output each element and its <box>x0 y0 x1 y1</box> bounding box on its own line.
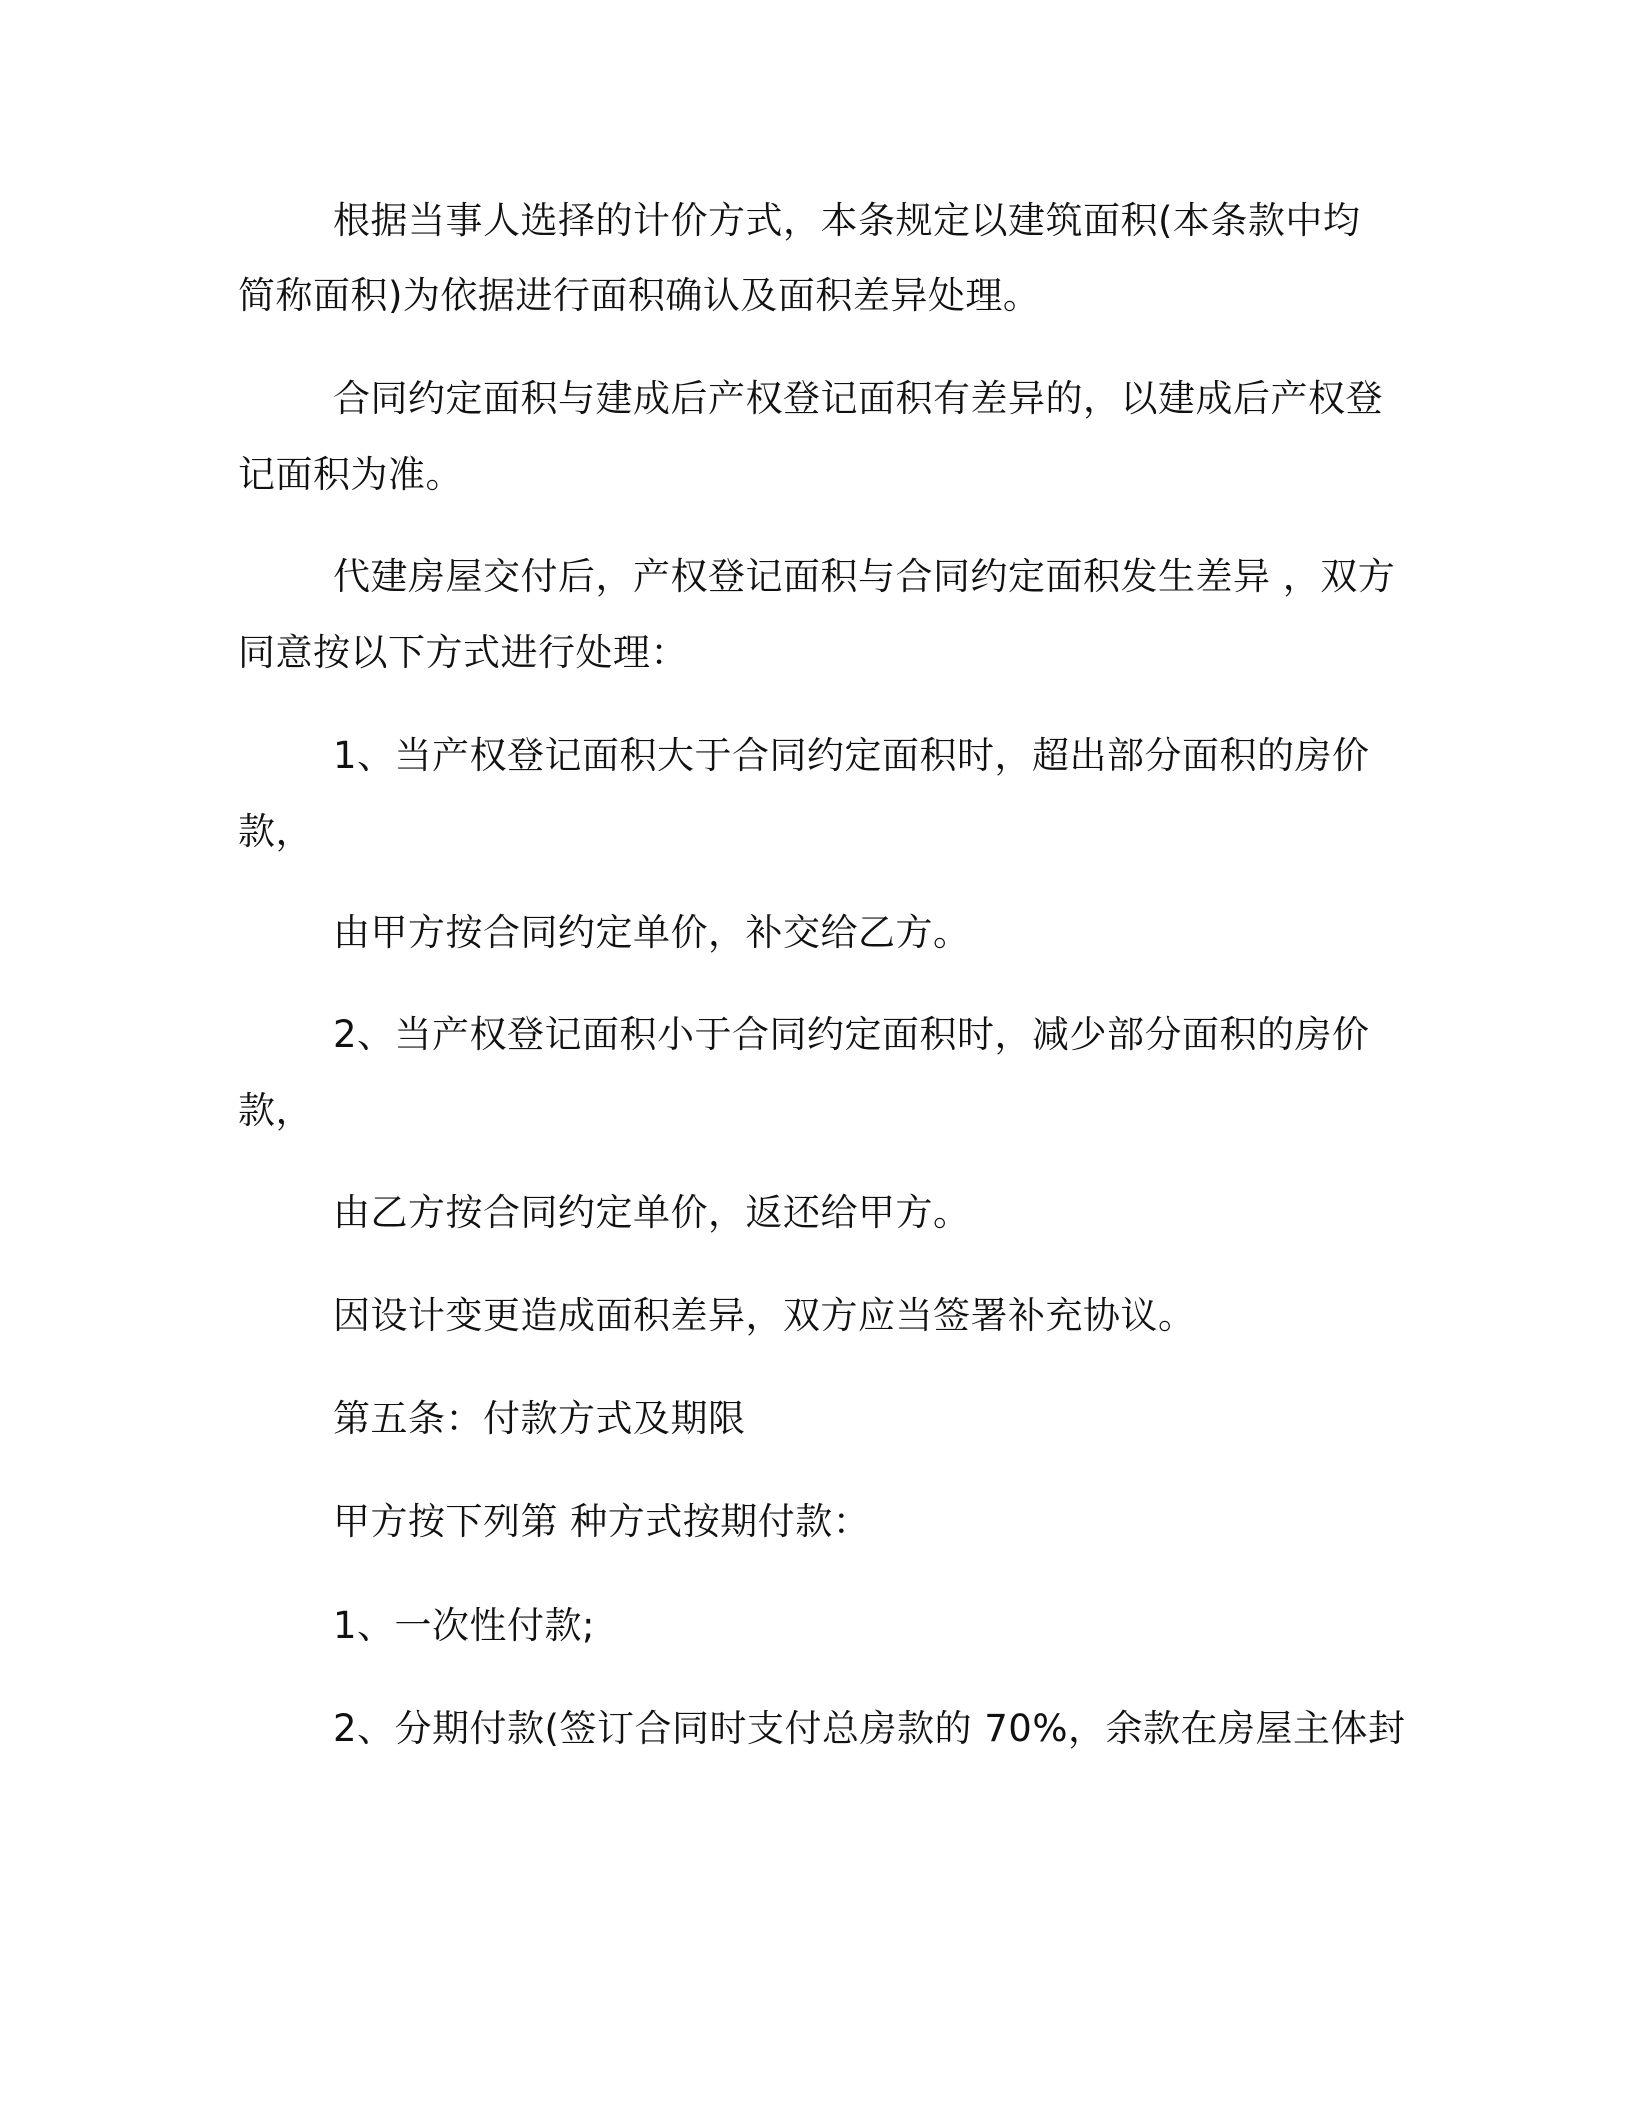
text-line: 记面积为准。 <box>238 453 463 496</box>
list-item: 2、分期付款(签订合同时支付总房款的 70%，余款在房屋主体封 <box>333 1707 1406 1750</box>
text-line: 因设计变更造成面积差异，双方应当签署补充协议。 <box>333 1294 1196 1337</box>
text-line: 由甲方按合同约定单价，补交给乙方。 <box>333 911 971 954</box>
text-line: 款， <box>238 810 313 853</box>
text-line: 根据当事人选择的计价方式，本条规定以建筑面积(本条款中均 <box>333 199 1361 242</box>
text-line: 2、当产权登记面积小于合同约定面积时，减少部分面积的房价 <box>333 1013 1370 1056</box>
text-line: 甲方按下列第 种方式按期付款： <box>333 1500 871 1543</box>
text-line: 1、当产权登记面积大于合同约定面积时，超出部分面积的房价 <box>333 734 1370 777</box>
section-heading: 第五条：付款方式及期限 <box>333 1397 746 1440</box>
list-item: 1、一次性付款; <box>333 1604 596 1647</box>
text-line: 款， <box>238 1089 313 1132</box>
text-line: 合同约定面积与建成后产权登记面积有差异的，以建成后产权登 <box>333 377 1383 420</box>
text-line: 由乙方按合同约定单价，返还给甲方。 <box>333 1191 971 1234</box>
text-line: 简称面积)为依据进行面积确认及面积差异处理。 <box>238 274 1041 317</box>
text-line: 同意按以下方式进行处理： <box>238 631 688 674</box>
text-line: 代建房屋交付后，产权登记面积与合同约定面积发生差异 ，双方 <box>333 555 1396 598</box>
